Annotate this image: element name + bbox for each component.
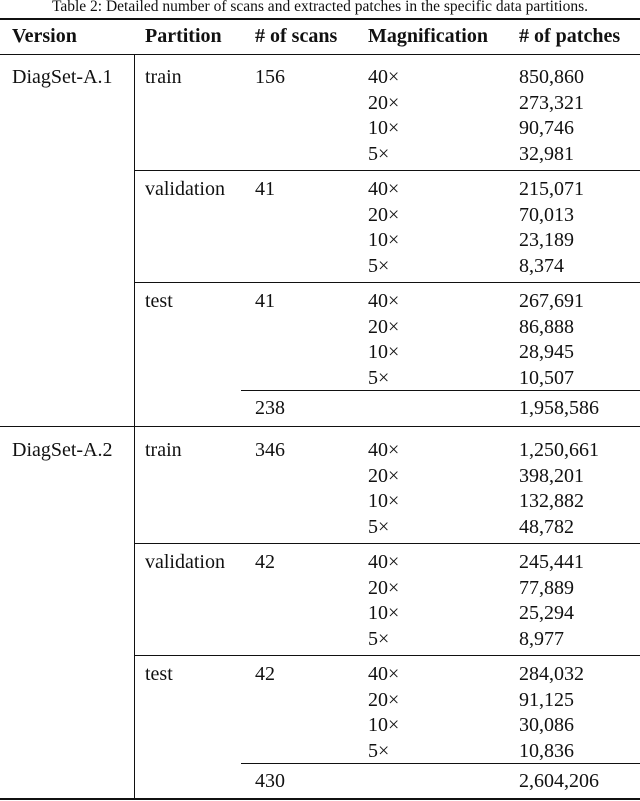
scan-count: 156 <box>255 66 285 88</box>
patch-count: 86,888 <box>519 315 574 338</box>
magnification-value: 20× <box>368 464 400 487</box>
magnification-value: 10× <box>368 602 400 625</box>
magnification-value: 5× <box>368 515 390 538</box>
magnification-value: 20× <box>368 576 400 599</box>
patch-count: 273,321 <box>519 91 584 114</box>
magnification-value: 10× <box>368 714 400 737</box>
bottom-rule <box>0 798 640 800</box>
magnification-value: 5× <box>368 739 390 762</box>
patch-count: 8,977 <box>519 627 564 650</box>
partition-rule <box>135 170 640 171</box>
magnification-value: 40× <box>368 66 400 88</box>
header-partition: Partition <box>145 25 222 47</box>
magnification-value: 20× <box>368 315 400 338</box>
magnification-value: 5× <box>368 254 390 277</box>
partition-rule <box>135 282 640 283</box>
patch-count: 77,889 <box>519 576 574 599</box>
patch-count: 10,836 <box>519 739 574 762</box>
scan-count: 41 <box>255 290 275 312</box>
patch-count: 215,071 <box>519 178 584 200</box>
patch-count: 70,013 <box>519 203 574 226</box>
patch-count: 30,086 <box>519 714 574 737</box>
scan-count: 42 <box>255 551 275 573</box>
scan-count: 41 <box>255 178 275 200</box>
total-scans: 238 <box>255 397 285 419</box>
patch-count: 132,882 <box>519 490 584 513</box>
version-name: DiagSet-A.1 <box>12 66 113 88</box>
header-patches: # of patches <box>519 25 621 47</box>
magnification-value: 5× <box>368 366 390 389</box>
header-version: Version <box>12 25 77 47</box>
scan-count: 42 <box>255 663 275 685</box>
magnification-value: 40× <box>368 290 400 312</box>
patch-count: 245,441 <box>519 551 584 573</box>
patch-count: 284,032 <box>519 663 584 685</box>
patch-count: 1,250,661 <box>519 439 599 461</box>
patch-count: 90,746 <box>519 117 574 140</box>
patch-count: 267,691 <box>519 290 584 312</box>
total-patches: 2,604,206 <box>519 770 599 792</box>
magnification-value: 20× <box>368 203 400 226</box>
magnification-value: 5× <box>368 142 390 165</box>
total-rule <box>241 763 640 764</box>
patch-count: 850,860 <box>519 66 584 88</box>
magnification-value: 40× <box>368 178 400 200</box>
header-magnification: Magnification <box>368 25 488 47</box>
total-patches: 1,958,586 <box>519 397 599 419</box>
partition-name: validation <box>145 551 225 573</box>
magnification-value: 20× <box>368 688 400 711</box>
partition-name: test <box>145 290 173 312</box>
partition-rule <box>135 543 640 544</box>
patch-count: 91,125 <box>519 688 574 711</box>
partition-name: validation <box>145 178 225 200</box>
patch-count: 23,189 <box>519 229 574 252</box>
patch-count: 398,201 <box>519 464 584 487</box>
patch-count: 25,294 <box>519 602 574 625</box>
scan-count: 346 <box>255 439 285 461</box>
magnification-value: 10× <box>368 490 400 513</box>
total-scans: 430 <box>255 770 285 792</box>
patch-count: 8,374 <box>519 254 564 277</box>
magnification-value: 20× <box>368 91 400 114</box>
header-scans: # of scans <box>255 25 338 47</box>
table-caption: Table 2: Detailed number of scans and extracted patches in the specific data partitions. <box>51 0 589 15</box>
magnification-value: 10× <box>368 117 400 140</box>
version-name: DiagSet-A.2 <box>12 439 113 461</box>
partition-name: train <box>145 66 182 88</box>
total-rule <box>241 390 640 391</box>
patch-count: 48,782 <box>519 515 574 538</box>
version-rule <box>0 426 640 427</box>
partition-name: train <box>145 439 182 461</box>
partition-rule <box>135 655 640 656</box>
magnification-value: 5× <box>368 627 390 650</box>
patch-count: 28,945 <box>519 341 574 364</box>
magnification-value: 40× <box>368 663 400 685</box>
partition-name: test <box>145 663 173 685</box>
magnification-value: 10× <box>368 341 400 364</box>
patch-count: 10,507 <box>519 366 574 389</box>
magnification-value: 40× <box>368 551 400 573</box>
magnification-value: 10× <box>368 229 400 252</box>
magnification-value: 40× <box>368 439 400 461</box>
patch-count: 32,981 <box>519 142 574 165</box>
